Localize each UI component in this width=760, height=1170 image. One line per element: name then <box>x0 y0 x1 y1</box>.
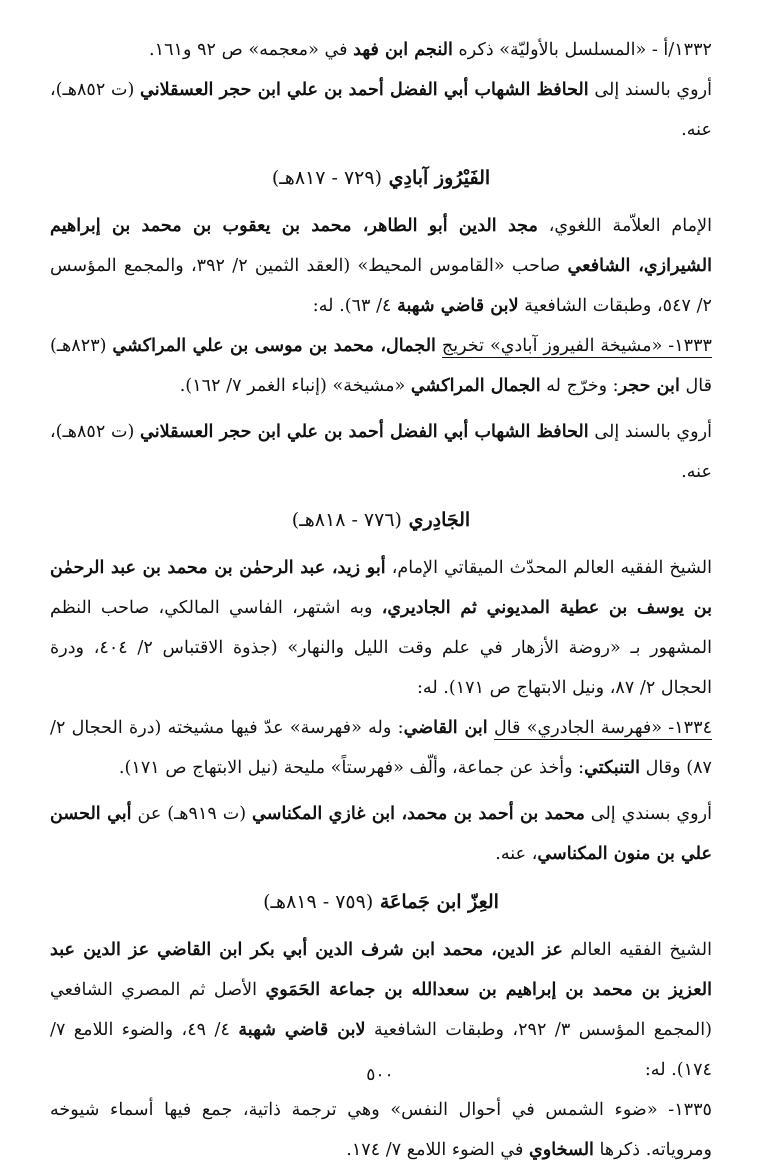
scholar-name: التنبكتي <box>584 757 640 778</box>
scholar-name: الجمال المراكشي <box>410 375 541 396</box>
heading-name: الفَيْرُوز آبادِي <box>388 167 491 189</box>
bio-text: ٤/ ٦٣). له: <box>312 296 392 316</box>
scholar-name: السخاوي <box>529 1139 594 1160</box>
scholar-name: محمد بن أحمد بن محمد، ابن غازي المكناسي <box>252 803 585 824</box>
riwaya-2 <box>50 412 712 492</box>
riwaya-text: أروي بالسند إلى <box>594 422 713 442</box>
entry-text: ١٣٣٢/أ - «المسلسل بالأوليّة» ذكره <box>458 40 712 60</box>
scholar-name: ابن القاضي <box>403 717 488 738</box>
entry-text: في «معجمه» ص ٩٢ و١٦١. <box>149 40 348 60</box>
bio-text: صاحب «القاموس المحيط» (العقد الثمين ٢/ ٣٩٢، والمجمع المؤسس ٢/ ٥٤٧، وطبقات الشافعية <box>50 256 712 316</box>
entry-text: في الضوء اللامع ٧/ ١٧٤. <box>346 1140 524 1160</box>
entry-1332 <box>50 30 712 70</box>
bio-jadiri <box>50 548 712 708</box>
entry-text: : وله «فهرسة» عدّ فيها مشيخته (درة الحجال ٢/ ٨٧) وقال <box>50 718 712 778</box>
riwaya-text: أروي بسندي إلى <box>590 804 712 824</box>
scholar-name: مجد الدين أبو الطاهر، محمد بن يعقوب بن محمد بن إبراهيم الشيرازي، الشافعي <box>50 215 712 276</box>
bio-firuzabadi <box>50 206 712 326</box>
entry-title: ١٣٣٤- «فهرسة الجادري» قال <box>493 718 713 738</box>
riwaya-1 <box>50 70 712 150</box>
riwaya-text: ، عنه. <box>495 844 538 864</box>
riwaya-text: أروي بالسند إلى <box>594 80 713 100</box>
bio-text: الإمام العلاّمة اللغوي، <box>548 216 712 236</box>
entry-text: «مشيخة» (إنباء الغمر ٧/ ١٦٢). <box>179 376 406 396</box>
bio-text: وبه اشتهر، الفاسي المالكي، صاحب النظم المشهور بـ «روضة الأزهار في علم وقت الليل والنهار» (جذوة الاقتباس ٢/ ٤٠٤، ودرة الحجال ٢/ ٨٧، ونيل الابتهاج ص ١٧١). له: <box>50 598 712 698</box>
entry-text: ١٣٣٥- «ضوء الشمس في أحوال النفس» وهي ترجمة ذاتية، جمع فيها أسماء شيوخه ومروياته. ذكرها <box>50 1100 712 1160</box>
bio-text: الأصل ثم المصري الشافعي (المجمع المؤسس ٣/ ٢٩٢، وطبقات الشافعية <box>50 980 712 1040</box>
riwaya-text: (ت ٨٥٢هـ)، عنه. <box>50 80 712 140</box>
page-number: ٥٠٠ <box>366 1065 394 1085</box>
bio-text: الشيخ الفقيه العالم <box>570 940 712 960</box>
scholar-name: الجمال، محمد بن موسى بن علي المراكشي <box>112 335 436 356</box>
heading-dates: (٧٧٦ - ٨١٨هـ) <box>291 509 402 531</box>
scholar-name: ابن حجر <box>618 375 680 396</box>
entry-text: : وأخذ عن جماعة، وألّف «فهرستاً» مليحة (نيل الابتهاج ص ١٧١). <box>118 758 585 778</box>
bio-text: ٤/ ٤٩، والضوء اللامع ٧/ ١٧٤). له: <box>50 1020 712 1080</box>
riwaya-text: (ت ٩١٩هـ) عن <box>137 804 247 824</box>
scholar-name: أبي الحسن علي بن منون المكناسي <box>50 803 712 864</box>
heading-izz-ibn-jamaa <box>50 882 712 922</box>
scholar-name: النجم ابن فهد <box>353 39 453 60</box>
scholar-name: الحافظ الشهاب أبي الفضل أحمد بن علي ابن حجر العسقلاني <box>140 421 589 442</box>
riwaya-text: (ت ٨٥٢هـ)، عنه. <box>50 422 712 482</box>
heading-dates: (٧٢٩ - ٨١٧هـ) <box>271 167 382 189</box>
heading-name: الجَادِري <box>408 509 471 531</box>
scholar-name: لابن قاضي شهبة <box>238 1019 366 1040</box>
heading-jadiri <box>50 500 712 540</box>
entry-1335 <box>50 1090 712 1170</box>
entry-text: (٨٢٣هـ) قال <box>50 336 712 396</box>
entry-1334 <box>50 708 712 788</box>
riwaya-3 <box>50 794 712 874</box>
scholar-name: لابن قاضي شهبة <box>397 295 519 316</box>
heading-firuzabadi <box>50 158 712 198</box>
bio-text: الشيخ الفقيه العالم المحدّث الميقاتي الإمام، <box>391 558 713 578</box>
scholar-name: الحافظ الشهاب أبي الفضل أحمد بن علي ابن حجر العسقلاني <box>140 79 589 100</box>
scholar-name: أبو زيد، عبد الرحمٰن بن محمد بن عبد الرحمٰن بن يوسف بن عطية المديوني ثم الجاديري، <box>50 557 712 618</box>
scholar-name: عز الدين، محمد ابن شرف الدين أبي بكر ابن القاضي عز الدين عبد العزيز بن محمد بن إبراهيم بن سعدالله بن جماعة الحَمَوي <box>50 939 713 1000</box>
entry-title: ١٣٣٣- «مشيخة الفيروز آبادي» تخريج <box>441 336 713 356</box>
heading-name: العِزّ ابن جَماعَة <box>379 891 499 913</box>
entry-1333 <box>50 326 712 406</box>
entry-text: : وخرّج له <box>546 376 619 396</box>
heading-dates: (٧٥٩ - ٨١٩هـ) <box>263 891 374 913</box>
